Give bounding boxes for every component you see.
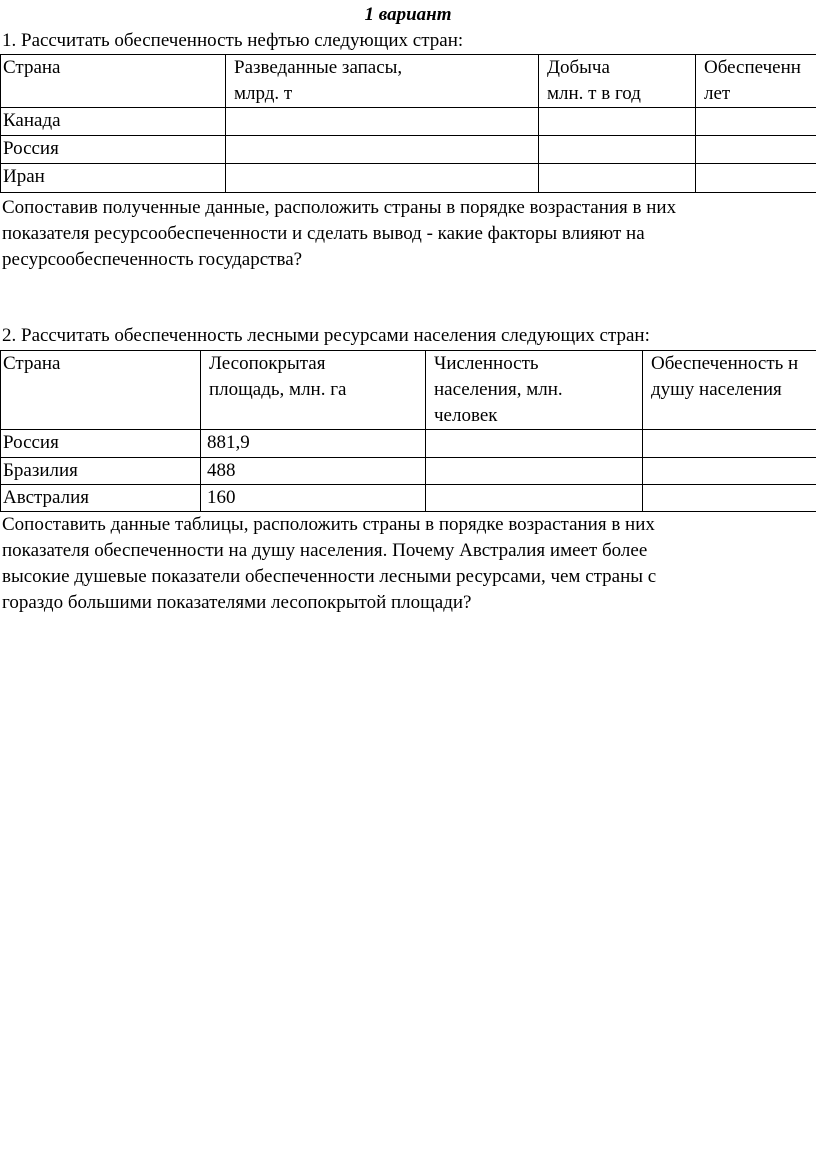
task2-cell-population — [426, 485, 643, 512]
task1-cell-production — [539, 136, 696, 164]
task2-cell-population — [426, 430, 643, 458]
task2-question-line: Сопоставить данные таблицы, расположить страны в порядке возрастания в них — [2, 514, 655, 535]
task2-cell-country: Россия — [1, 430, 201, 458]
task2-table — [0, 350, 816, 512]
task2-cell-per-capita — [643, 458, 816, 485]
task1-question — [2, 195, 814, 273]
task1-cell-reserves — [226, 136, 539, 164]
task1-header-production: Добыча млн. т в год — [539, 55, 696, 108]
task2-header-country: Страна — [1, 351, 201, 430]
task2-header-forest-area: Лесопокрытая площадь, млн. га — [201, 351, 426, 430]
task2-header-row — [1, 351, 816, 430]
task2-question-line: высокие душевые показатели обеспеченности лесными ресурсами, чем страны с — [2, 566, 657, 587]
task1-header-reserves: Разведанные запасы, млрд. т — [226, 55, 539, 108]
task2-question — [2, 512, 814, 616]
table-row — [1, 164, 816, 193]
task2-cell-forest-area: 881,9 — [201, 430, 426, 458]
table-row — [1, 458, 816, 485]
task1-cell-supply — [696, 164, 816, 193]
task1-question-line: Сопоставив полученные данные, расположить страны в порядке возрастания в них — [2, 197, 677, 218]
task2-heading: 2. Рассчитать обеспеченность лесными ресурсами населения следующих стран: — [2, 325, 650, 346]
task1-cell-country: Иран — [1, 164, 226, 193]
task2-cell-forest-area: 488 — [201, 458, 426, 485]
task1-table-wrap — [0, 54, 816, 193]
variant-title: 1 вариант — [364, 4, 452, 25]
task1-header-row — [1, 55, 816, 108]
task1-question-line: показателя ресурсообеспеченности и сделать вывод - какие факторы влияют на — [2, 223, 645, 244]
task2-header-population: Численность населения, млн. человек — [426, 351, 643, 430]
task1-cell-country: Канада — [1, 108, 226, 136]
task1-heading: 1. Рассчитать обеспеченность нефтью следующих стран: — [2, 30, 464, 51]
table-row — [1, 485, 816, 512]
task1-cell-country: Россия — [1, 136, 226, 164]
task1-cell-supply — [696, 136, 816, 164]
table-row — [1, 108, 816, 136]
task1-question-line: ресурсообеспеченность государства? — [2, 249, 303, 270]
table-row — [1, 136, 816, 164]
task1-cell-production — [539, 108, 696, 136]
task2-question-line: показателя обеспеченности на душу населения. Почему Австралия имеет более — [2, 540, 648, 561]
task1-cell-reserves — [226, 164, 539, 193]
task1-cell-production — [539, 164, 696, 193]
task1-table — [0, 54, 816, 193]
task2-cell-population — [426, 458, 643, 485]
task2-question-line: гораздо большими показателями лесопокрытой площади? — [2, 592, 472, 613]
task2-header-per-capita: Обеспеченность н душу населения — [643, 351, 816, 430]
task2-table-wrap — [0, 350, 816, 512]
task2-cell-forest-area: 160 — [201, 485, 426, 512]
table-row — [1, 430, 816, 458]
task1-header-supply: Обеспеченн лет — [696, 55, 816, 108]
task2-cell-country: Бразилия — [1, 458, 201, 485]
task1-cell-supply — [696, 108, 816, 136]
task1-cell-reserves — [226, 108, 539, 136]
task1-header-country: Страна — [1, 55, 226, 108]
task2-cell-per-capita — [643, 485, 816, 512]
task2-cell-per-capita — [643, 430, 816, 458]
task2-cell-country: Австралия — [1, 485, 201, 512]
